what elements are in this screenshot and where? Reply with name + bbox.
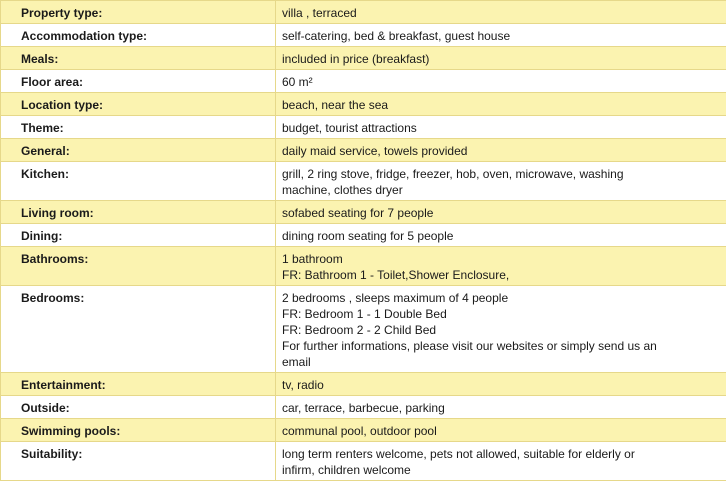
value-line: FR: Bedroom 1 - 1 Double Bed: [282, 306, 720, 322]
table-row: [1, 70, 726, 93]
table-row: [1, 139, 726, 162]
value-line: infirm, children welcome: [282, 462, 720, 478]
table-row: [1, 396, 726, 419]
table-row: [1, 116, 726, 139]
row-label: Suitability:: [1, 442, 276, 481]
row-label: Bedrooms:: [1, 286, 276, 373]
value-line: FR: Bathroom 1 - Toilet,Shower Enclosure,: [282, 267, 720, 283]
row-label: Bathrooms:: [1, 247, 276, 286]
value-line: For further informations, please visit our websites or simply send us an: [282, 338, 720, 354]
row-label: Floor area:: [1, 70, 276, 93]
value-line: grill, 2 ring stove, fridge, freezer, hob, oven, microwave, washing: [282, 166, 720, 182]
value-line: 1 bathroom: [282, 251, 720, 267]
table-row: [1, 162, 726, 201]
value-line: tv, radio: [282, 377, 720, 393]
row-value: [276, 247, 726, 286]
row-value: [276, 201, 726, 224]
table-row: [1, 201, 726, 224]
value-line: budget, tourist attractions: [282, 120, 720, 136]
row-value: [276, 139, 726, 162]
row-label: Accommodation type:: [1, 24, 276, 47]
property-details-body: [1, 1, 726, 481]
value-line: FR: Bedroom 2 - 2 Child Bed: [282, 322, 720, 338]
value-line: 2 bedrooms , sleeps maximum of 4 people: [282, 290, 720, 306]
row-value: [276, 419, 726, 442]
table-row: [1, 419, 726, 442]
row-value: [276, 162, 726, 201]
row-value: [276, 1, 726, 24]
row-label: Meals:: [1, 47, 276, 70]
row-label: Kitchen:: [1, 162, 276, 201]
row-value: [276, 93, 726, 116]
row-value: [276, 396, 726, 419]
row-label: Outside:: [1, 396, 276, 419]
row-value: [276, 373, 726, 396]
table-row: [1, 224, 726, 247]
row-label: Dining:: [1, 224, 276, 247]
value-line: sofabed seating for 7 people: [282, 205, 720, 221]
row-label: Theme:: [1, 116, 276, 139]
row-value: [276, 286, 726, 373]
table-row: [1, 24, 726, 47]
row-value: [276, 24, 726, 47]
table-row: [1, 93, 726, 116]
row-value: [276, 442, 726, 481]
value-line: self-catering, bed & breakfast, guest house: [282, 28, 720, 44]
row-label: Living room:: [1, 201, 276, 224]
row-value: [276, 70, 726, 93]
row-value: [276, 116, 726, 139]
value-line: villa , terraced: [282, 5, 720, 21]
value-line: email: [282, 354, 720, 370]
value-line: communal pool, outdoor pool: [282, 423, 720, 439]
row-label: Location type:: [1, 93, 276, 116]
row-label: Property type:: [1, 1, 276, 24]
value-line: machine, clothes dryer: [282, 182, 720, 198]
value-line: car, terrace, barbecue, parking: [282, 400, 720, 416]
value-line: included in price (breakfast): [282, 51, 720, 67]
row-label: General:: [1, 139, 276, 162]
table-row: [1, 286, 726, 373]
table-row: [1, 442, 726, 481]
table-row: [1, 247, 726, 286]
table-row: [1, 1, 726, 24]
value-line: dining room seating for 5 people: [282, 228, 720, 244]
value-line: long term renters welcome, pets not allowed, suitable for elderly or: [282, 446, 720, 462]
table-row: [1, 47, 726, 70]
row-label: Entertainment:: [1, 373, 276, 396]
row-label: Swimming pools:: [1, 419, 276, 442]
value-line: 60 m²: [282, 74, 720, 90]
value-line: daily maid service, towels provided: [282, 143, 720, 159]
value-line: beach, near the sea: [282, 97, 720, 113]
row-value: [276, 47, 726, 70]
table-row: [1, 373, 726, 396]
row-value: [276, 224, 726, 247]
